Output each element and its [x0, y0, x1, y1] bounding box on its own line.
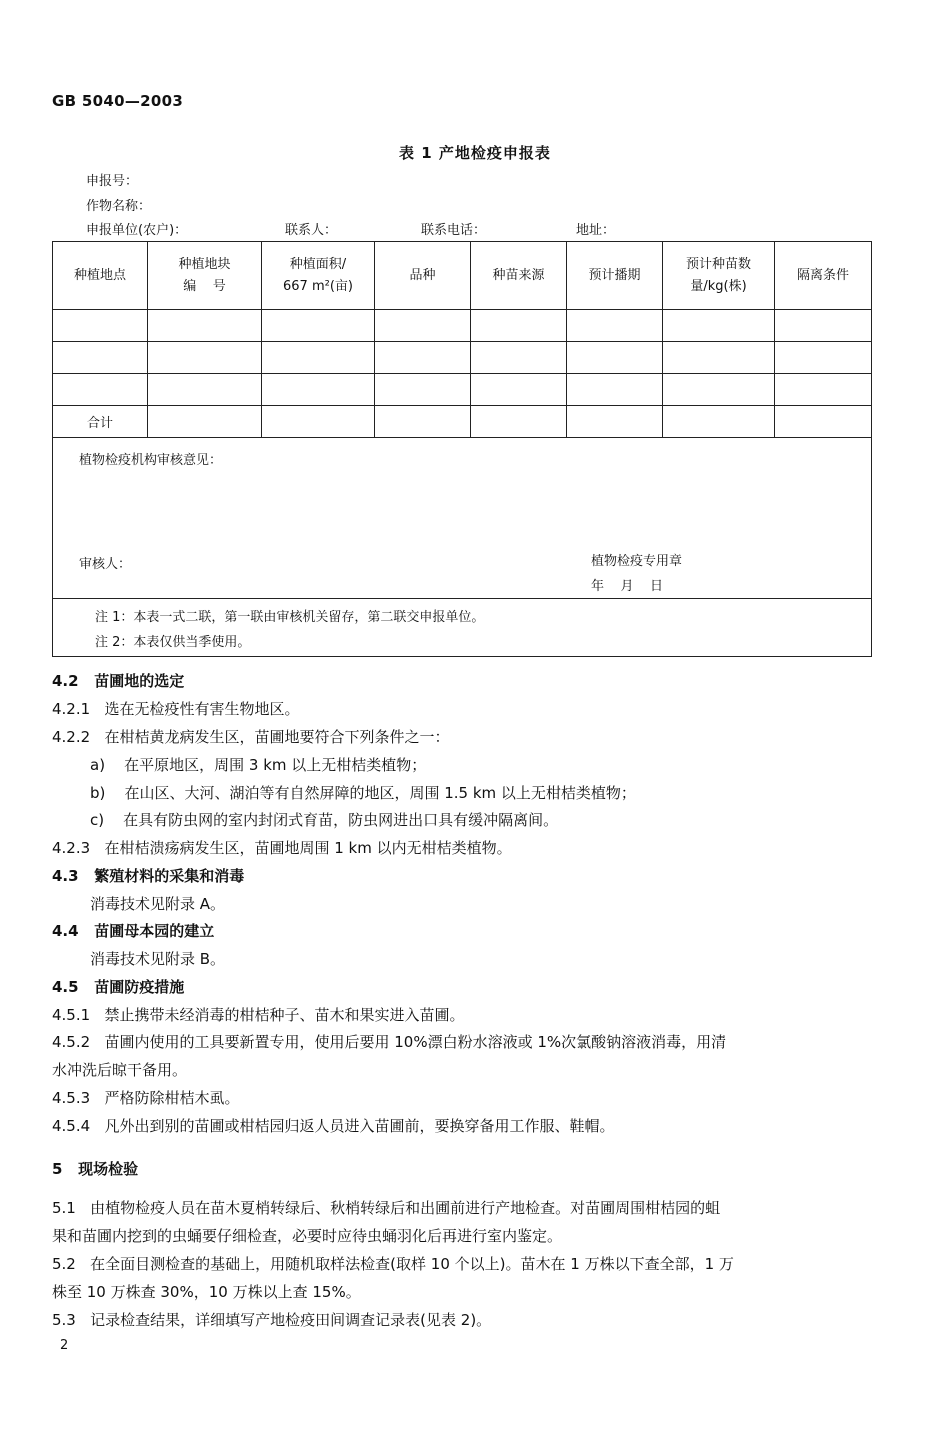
col-sowing-date: 预计播期: [567, 242, 663, 310]
col-seedling-quantity: [663, 242, 775, 310]
section-4-3-heading: 4.3 繁殖材料的采集和消毒: [52, 867, 245, 885]
quarantine-report-table: [52, 241, 872, 657]
clause-4-5-4: 4.5.4 凡外出到别的苗圃或柑桔园归返人员进入苗圃前，要换穿备用工作服、鞋帽。: [52, 1117, 615, 1135]
table-row: [53, 374, 872, 406]
section-4-4-text: 消毒技术见附录 B。: [90, 950, 226, 968]
date-label: 年 月 日: [591, 579, 664, 594]
report-no-label: 申报号：: [86, 174, 139, 189]
list-item-a: a) 在平原地区，周围 3 km 以上无柑桔类植物；: [90, 756, 427, 774]
col-seedling-quantity-line1: 预计种苗数: [685, 256, 751, 272]
contact-label: 联系人：: [285, 223, 338, 238]
table-header-row: [53, 242, 872, 310]
clause-4-5-2-line2: 水冲洗后晾干备用。: [52, 1061, 188, 1079]
section-4-2-heading: 4.2 苗圃地的选定: [52, 672, 185, 690]
section-4-4-heading: 4.4 苗圃母本园的建立: [52, 922, 215, 940]
col-planting-area: [262, 242, 375, 310]
total-label: 合计: [53, 406, 148, 438]
review-row: [53, 438, 872, 599]
notes-cell: [53, 599, 872, 657]
clause-5-2-line1: 5.2 在全面目测检查的基础上，用随机取样法检查(取样 10 个以上)。苗木在 1 万株以下查全部，1 万: [52, 1255, 734, 1273]
section-5-heading: 5 现场检验: [52, 1160, 139, 1178]
col-planting-location: 种植地点: [53, 242, 148, 310]
phone-label: 联系电话：: [421, 223, 487, 238]
col-seedling-quantity-line2: 量/kg(株): [690, 278, 747, 294]
crop-name-label: 作物名称：: [86, 199, 152, 214]
clause-4-5-3: 4.5.3 严格防除柑桔木虱。: [52, 1089, 240, 1107]
clause-4-5-2-line1: 4.5.2 苗圃内使用的工具要新置专用，使用后要用 10%漂白粉水溶液或 1%次氯酸钠溶液消毒，用清: [52, 1033, 727, 1051]
clause-4-5-1: 4.5.1 禁止携带未经消毒的柑桔种子、苗木和果实进入苗圃。: [52, 1006, 465, 1024]
col-plot-number: [148, 242, 262, 310]
col-isolation: 隔离条件: [775, 242, 872, 310]
clause-4-2-3: 4.2.3 在柑桔溃疡病发生区，苗圃地周围 1 km 以内无柑桔类植物。: [52, 839, 512, 857]
total-row: [53, 406, 872, 438]
list-item-b: b) 在山区、大河、湖泊等有自然屏障的地区，周围 1.5 km 以上无柑桔类植物；: [90, 784, 636, 802]
review-cell: [53, 438, 872, 599]
table-row: [53, 310, 872, 342]
reviewer-label: 审核人：: [79, 557, 132, 572]
address-label: 地址：: [576, 223, 616, 238]
table-title: 表 1 产地检疫申报表: [399, 144, 551, 162]
col-variety: 品种: [375, 242, 471, 310]
clause-5-2-line2: 株至 10 万株查 30%，10 万株以上查 15%。: [52, 1283, 361, 1301]
clause-5-3: 5.3 记录检查结果，详细填写产地检疫田间调查记录表(见表 2)。: [52, 1311, 492, 1329]
standard-number: GB 5040—2003: [52, 92, 184, 110]
page-number: 2: [60, 1338, 69, 1353]
col-planting-area-line1: 种植面积/: [289, 256, 347, 272]
col-plot-number-line1: 种植地块: [178, 256, 231, 272]
section-4-3-text: 消毒技术见附录 A。: [90, 895, 226, 913]
col-seedling-source: 种苗来源: [471, 242, 567, 310]
section-4-5-heading: 4.5 苗圃防疫措施: [52, 978, 185, 996]
clause-5-1-line2: 果和苗圃内挖到的虫蛹要仔细检查，必要时应待虫蛹羽化后再进行室内鉴定。: [52, 1227, 563, 1245]
clause-4-2-2: 4.2.2 在柑桔黄龙病发生区，苗圃地要符合下列条件之一：: [52, 728, 450, 746]
seal-label: 植物检疫专用章: [591, 554, 683, 569]
unit-label: 申报单位(农户)：: [86, 223, 188, 238]
clause-4-2-1: 4.2.1 选在无检疫性有害生物地区。: [52, 700, 300, 718]
note-1: 注 1：本表一式二联，第一联由审核机关留存，第二联交申报单位。: [95, 610, 485, 625]
col-plot-number-line2: 编 号: [183, 278, 226, 294]
note-2: 注 2：本表仅供当季使用。: [95, 635, 251, 650]
table-row: [53, 342, 872, 374]
list-item-c: c) 在具有防虫网的室内封闭式育苗，防虫网进出口具有缓冲隔离间。: [90, 811, 559, 829]
review-opinion-label: 植物检疫机构审核意见：: [79, 453, 223, 468]
col-planting-area-line2: 667 m²(亩): [283, 278, 353, 294]
notes-row: [53, 599, 872, 657]
clause-5-1-line1: 5.1 由植物检疫人员在苗木夏梢转绿后、秋梢转绿后和出圃前进行产地检查。对苗圃周围柑桔园的蛆: [52, 1199, 721, 1217]
